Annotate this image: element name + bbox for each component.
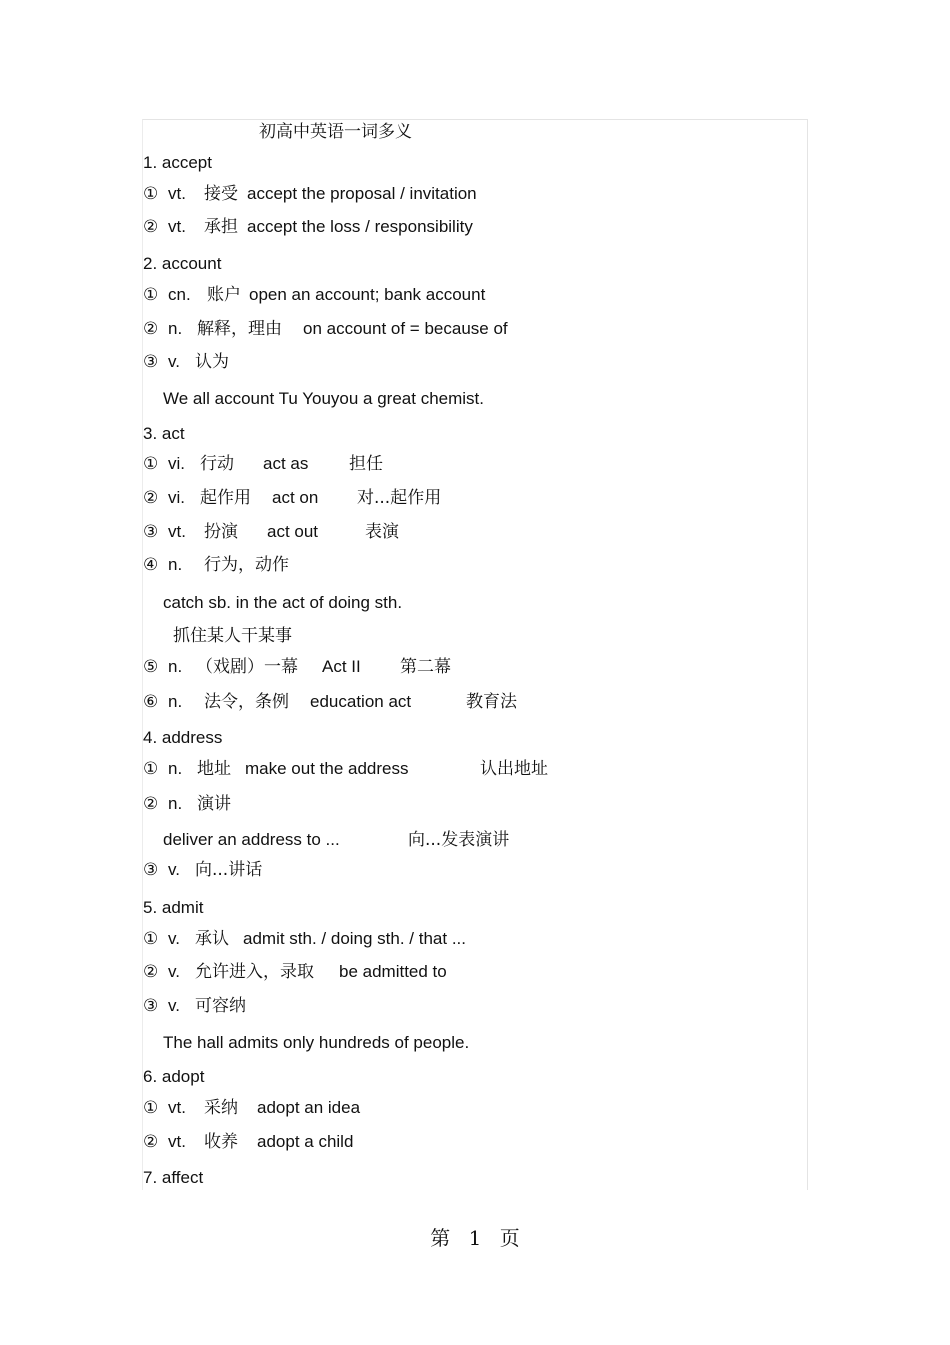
part-of-speech: vt. (168, 184, 186, 203)
sense-number: ① (143, 184, 159, 203)
example-translation: 抓住某人干某事 (173, 626, 292, 646)
sense-meaning: 承担 (204, 217, 238, 237)
phrase: act on (272, 488, 319, 507)
part-of-speech: n. (168, 657, 183, 676)
sense-number: ② (143, 1132, 159, 1151)
entry-heading: 6. adopt (143, 1067, 205, 1086)
sense-number: ⑤ (143, 657, 159, 676)
phrase-meaning: 对...起作用 (357, 488, 442, 508)
sense-number: ③ (143, 860, 159, 879)
phrase: education act (310, 692, 412, 711)
part-of-speech: vt. (168, 217, 186, 236)
phrase: act as (263, 454, 309, 473)
sense-meaning: 向...讲话 (195, 860, 263, 880)
sense-number: ② (143, 217, 159, 236)
example-sentence: deliver an address to ... (163, 830, 340, 849)
sense-meaning: 采纳 (204, 1098, 238, 1118)
part-of-speech: vt. (168, 1098, 186, 1117)
part-of-speech: cn. (168, 285, 191, 304)
page-title: 初高中英语一词多义 (259, 122, 412, 142)
part-of-speech: v. (168, 996, 180, 1015)
part-of-speech: vi. (168, 488, 185, 507)
example-sentence: We all account Tu Youyou a great chemist. (163, 389, 484, 408)
part-of-speech: vi. (168, 454, 185, 473)
sense-number: ⑥ (143, 692, 159, 711)
page-number: 1 (468, 1226, 482, 1250)
entry-heading: 1. accept (143, 153, 212, 172)
sense-number: ① (143, 285, 159, 304)
sense-meaning: 账户 (207, 285, 241, 305)
part-of-speech: vt. (168, 522, 186, 541)
sense-meaning: 承认 (195, 929, 229, 949)
sense-meaning: 演讲 (197, 794, 231, 814)
entry-heading: 3. act (143, 424, 185, 443)
phrase: be admitted to (339, 962, 447, 981)
page-frame (142, 119, 808, 1190)
part-of-speech: n. (168, 759, 183, 778)
part-of-speech: v. (168, 962, 180, 981)
sense-number: ③ (143, 522, 159, 541)
part-of-speech: n. (168, 319, 183, 338)
entry-heading: 2. account (143, 254, 222, 273)
phrase: act out (267, 522, 319, 541)
sense-number: ① (143, 759, 159, 778)
sense-meaning: 地址 (197, 759, 231, 779)
sense-meaning: 允许进入，录取 (195, 962, 314, 982)
sense-meaning: 法令，条例 (204, 692, 289, 712)
phrase: adopt an idea (257, 1098, 361, 1117)
sense-number: ④ (143, 555, 159, 574)
sense-meaning: 认为 (195, 352, 229, 372)
sense-example: on account of = because of (303, 319, 508, 338)
phrase-meaning: 担任 (349, 454, 383, 474)
sense-example: open an account; bank account (249, 285, 486, 304)
sense-example: accept the proposal / invitation (247, 184, 477, 203)
sense-number: ② (143, 962, 159, 981)
phrase-meaning: 表演 (365, 522, 399, 542)
part-of-speech: v. (168, 860, 180, 879)
sense-meaning: 起作用 (200, 488, 251, 508)
sense-meaning: 行为，动作 (204, 555, 289, 575)
sense-meaning: （戏剧）一幕 (196, 657, 298, 677)
entry-heading: 4. address (143, 728, 223, 747)
part-of-speech: n. (168, 692, 183, 711)
example-sentence: catch sb. in the act of doing sth. (163, 593, 403, 612)
entry-heading: 5. admit (143, 898, 204, 917)
phrase-meaning: 第二幕 (400, 657, 451, 677)
sense-number: ① (143, 454, 159, 473)
part-of-speech: vt. (168, 1132, 186, 1151)
phrase: adopt a child (257, 1132, 354, 1151)
sense-meaning: 行动 (200, 454, 234, 474)
sense-number: ② (143, 319, 159, 338)
phrase-meaning: 认出地址 (480, 759, 548, 779)
entry-heading: 7. affect (143, 1168, 204, 1187)
sense-meaning: 可容纳 (195, 996, 246, 1016)
footer-suffix: 页 (499, 1226, 520, 1250)
sense-meaning: 解释，理由 (197, 319, 282, 339)
phrase: make out the address (245, 759, 409, 778)
part-of-speech: n. (168, 555, 183, 574)
sense-number: ③ (143, 352, 159, 371)
sense-number: ① (143, 929, 159, 948)
sense-line (143, 352, 229, 432)
sense-meaning: 扮演 (204, 522, 238, 542)
part-of-speech: v. (168, 929, 180, 948)
part-of-speech: n. (168, 794, 183, 813)
sense-number: ③ (143, 996, 159, 1015)
sense-number: ① (143, 1098, 159, 1117)
example-translation: 向...发表演讲 (408, 830, 510, 850)
part-of-speech: v. (168, 352, 180, 371)
footer-prefix: 第 (430, 1226, 451, 1250)
sense-example: admit sth. / doing sth. / that ... (243, 929, 467, 948)
sense-number: ② (143, 488, 159, 507)
phrase: Act II (322, 657, 361, 676)
sense-number: ② (143, 794, 159, 813)
example-sentence: The hall admits only hundreds of people. (163, 1033, 470, 1052)
phrase-meaning: 教育法 (466, 692, 517, 712)
sense-example: accept the loss / responsibility (247, 217, 473, 236)
page-footer (0, 1222, 950, 1251)
sense-meaning: 接受 (204, 184, 238, 204)
sense-line (143, 996, 246, 1076)
sense-meaning: 收养 (204, 1132, 238, 1152)
